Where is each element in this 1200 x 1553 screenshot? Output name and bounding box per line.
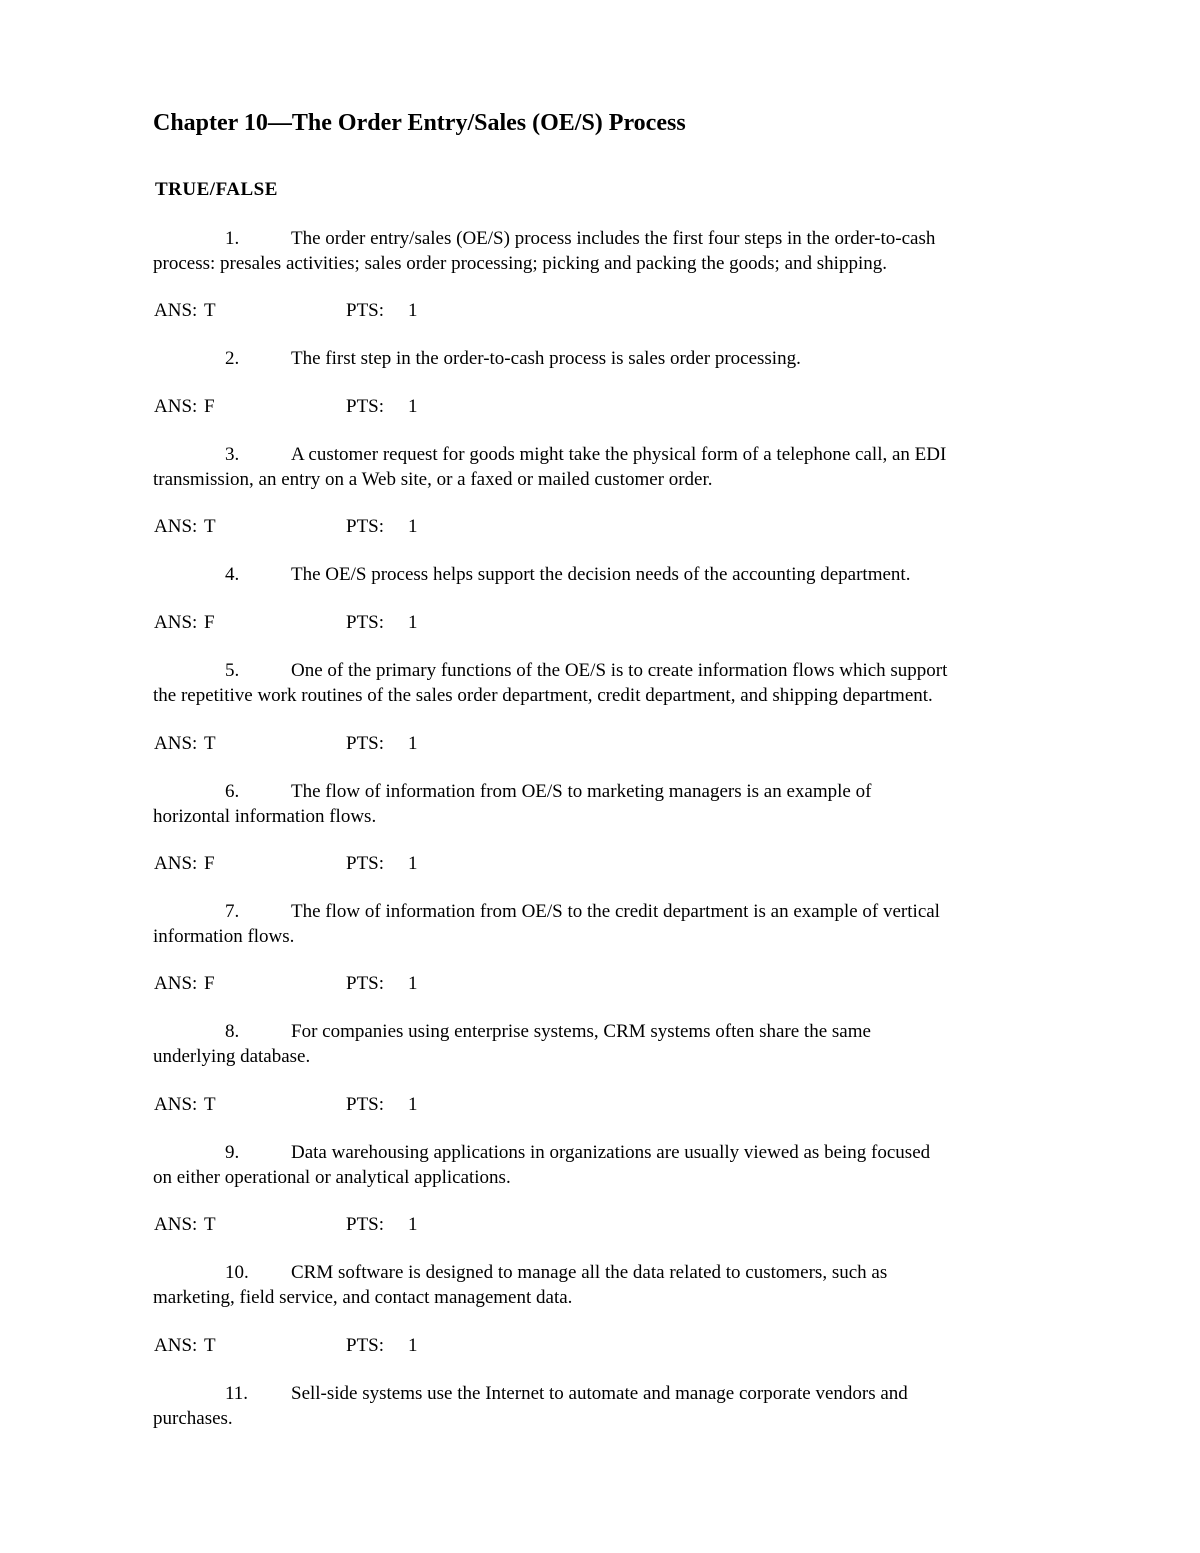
question-item xyxy=(153,227,1053,276)
ans-label: ANS: xyxy=(154,1214,198,1235)
question-item xyxy=(153,563,1053,588)
points-value: 1 xyxy=(408,516,418,537)
ans-label: ANS: xyxy=(154,973,198,994)
question-text-line2: information flows. xyxy=(153,925,295,947)
question-item xyxy=(153,443,1053,492)
answer-row xyxy=(154,852,418,876)
ans-label: ANS: xyxy=(154,733,198,754)
pts-label: PTS: xyxy=(346,1335,385,1356)
answer-row xyxy=(154,1093,418,1117)
question-number: 2. xyxy=(225,348,240,369)
question-text-line1: The OE/S process helps support the decision needs of the accounting department. xyxy=(291,564,911,585)
points-value: 1 xyxy=(408,396,418,417)
question-number: 11. xyxy=(225,1383,249,1404)
question-text-line2: marketing, field service, and contact management data. xyxy=(153,1286,573,1308)
answer-row xyxy=(154,299,418,323)
pts-label: PTS: xyxy=(346,1094,385,1115)
points-value: 1 xyxy=(408,300,418,321)
answer-row xyxy=(154,1213,418,1237)
question-number: 1. xyxy=(225,228,240,249)
pts-label: PTS: xyxy=(346,1214,385,1235)
answer-value: F xyxy=(204,612,215,633)
pts-label: PTS: xyxy=(346,612,385,633)
question-text-line2: the repetitive work routines of the sales order department, credit department, and shipping department. xyxy=(153,684,933,706)
ans-label: ANS: xyxy=(154,300,198,321)
question-text-line1: The first step in the order-to-cash process is sales order processing. xyxy=(291,348,801,369)
question-text-line1: The flow of information from OE/S to the credit department is an example of vertical xyxy=(291,901,940,922)
answer-value: T xyxy=(204,300,216,321)
question-number: 8. xyxy=(225,1021,240,1042)
question-number: 7. xyxy=(225,901,240,922)
question-number: 4. xyxy=(225,564,240,585)
answer-value: F xyxy=(204,973,215,994)
answer-value: T xyxy=(204,733,216,754)
pts-label: PTS: xyxy=(346,300,385,321)
question-text-line2: purchases. xyxy=(153,1407,233,1429)
points-value: 1 xyxy=(408,1335,418,1356)
question-text-line1: Sell-side systems use the Internet to automate and manage corporate vendors and xyxy=(291,1383,908,1404)
question-text-line2: transmission, an entry on a Web site, or a faxed or mailed customer order. xyxy=(153,468,713,490)
chapter-title: Chapter 10—The Order Entry/Sales (OE/S) Process xyxy=(153,110,686,136)
pts-label: PTS: xyxy=(346,973,385,994)
points-value: 1 xyxy=(408,1214,418,1235)
question-item xyxy=(153,659,1053,708)
pts-label: PTS: xyxy=(346,396,385,417)
question-text-line1: Data warehousing applications in organizations are usually viewed as being focused xyxy=(291,1142,931,1163)
answer-row xyxy=(154,515,418,539)
answer-row xyxy=(154,972,418,996)
question-item xyxy=(153,1020,1053,1069)
answer-value: F xyxy=(204,396,215,417)
question-number: 3. xyxy=(225,444,240,465)
question-text-line1: The flow of information from OE/S to marketing managers is an example of xyxy=(291,781,872,802)
question-number: 9. xyxy=(225,1142,240,1163)
question-item xyxy=(153,1382,1053,1431)
points-value: 1 xyxy=(408,612,418,633)
pts-label: PTS: xyxy=(346,516,385,537)
question-text-line1: One of the primary functions of the OE/S is to create information flows which support xyxy=(291,660,948,681)
ans-label: ANS: xyxy=(154,396,198,417)
answer-value: F xyxy=(204,853,215,874)
section-heading: TRUE/FALSE xyxy=(155,179,278,200)
ans-label: ANS: xyxy=(154,1335,198,1356)
question-number: 5. xyxy=(225,660,240,681)
ans-label: ANS: xyxy=(154,516,198,537)
question-text-line2: process: presales activities; sales order processing; picking and packing the goods; and shipping. xyxy=(153,252,887,274)
answer-row xyxy=(154,1334,418,1358)
question-text-line2: horizontal information flows. xyxy=(153,805,377,827)
answer-value: T xyxy=(204,1094,216,1115)
ans-label: ANS: xyxy=(154,612,198,633)
answer-row xyxy=(154,395,418,419)
question-text-line2: on either operational or analytical applications. xyxy=(153,1166,511,1188)
question-item xyxy=(153,900,1053,949)
question-number: 10. xyxy=(225,1262,249,1283)
ans-label: ANS: xyxy=(154,1094,198,1115)
pts-label: PTS: xyxy=(346,733,385,754)
question-item xyxy=(153,347,1053,372)
question-item xyxy=(153,780,1053,829)
answer-value: T xyxy=(204,1214,216,1235)
answer-row xyxy=(154,732,418,756)
question-text-line1: CRM software is designed to manage all the data related to customers, such as xyxy=(291,1262,888,1283)
question-text-line1: A customer request for goods might take the physical form of a telephone call, an EDI xyxy=(291,444,947,465)
question-text-line1: For companies using enterprise systems, CRM systems often share the same xyxy=(291,1021,871,1042)
points-value: 1 xyxy=(408,973,418,994)
question-number: 6. xyxy=(225,781,240,802)
pts-label: PTS: xyxy=(346,853,385,874)
question-item xyxy=(153,1141,1053,1190)
ans-label: ANS: xyxy=(154,853,198,874)
points-value: 1 xyxy=(408,733,418,754)
question-text-line1: The order entry/sales (OE/S) process includes the first four steps in the order-to-cash xyxy=(291,228,936,249)
answer-value: T xyxy=(204,516,216,537)
points-value: 1 xyxy=(408,853,418,874)
answer-value: T xyxy=(204,1335,216,1356)
question-item xyxy=(153,1261,1053,1310)
question-text-line2: underlying database. xyxy=(153,1045,311,1067)
answer-row xyxy=(154,611,418,635)
points-value: 1 xyxy=(408,1094,418,1115)
